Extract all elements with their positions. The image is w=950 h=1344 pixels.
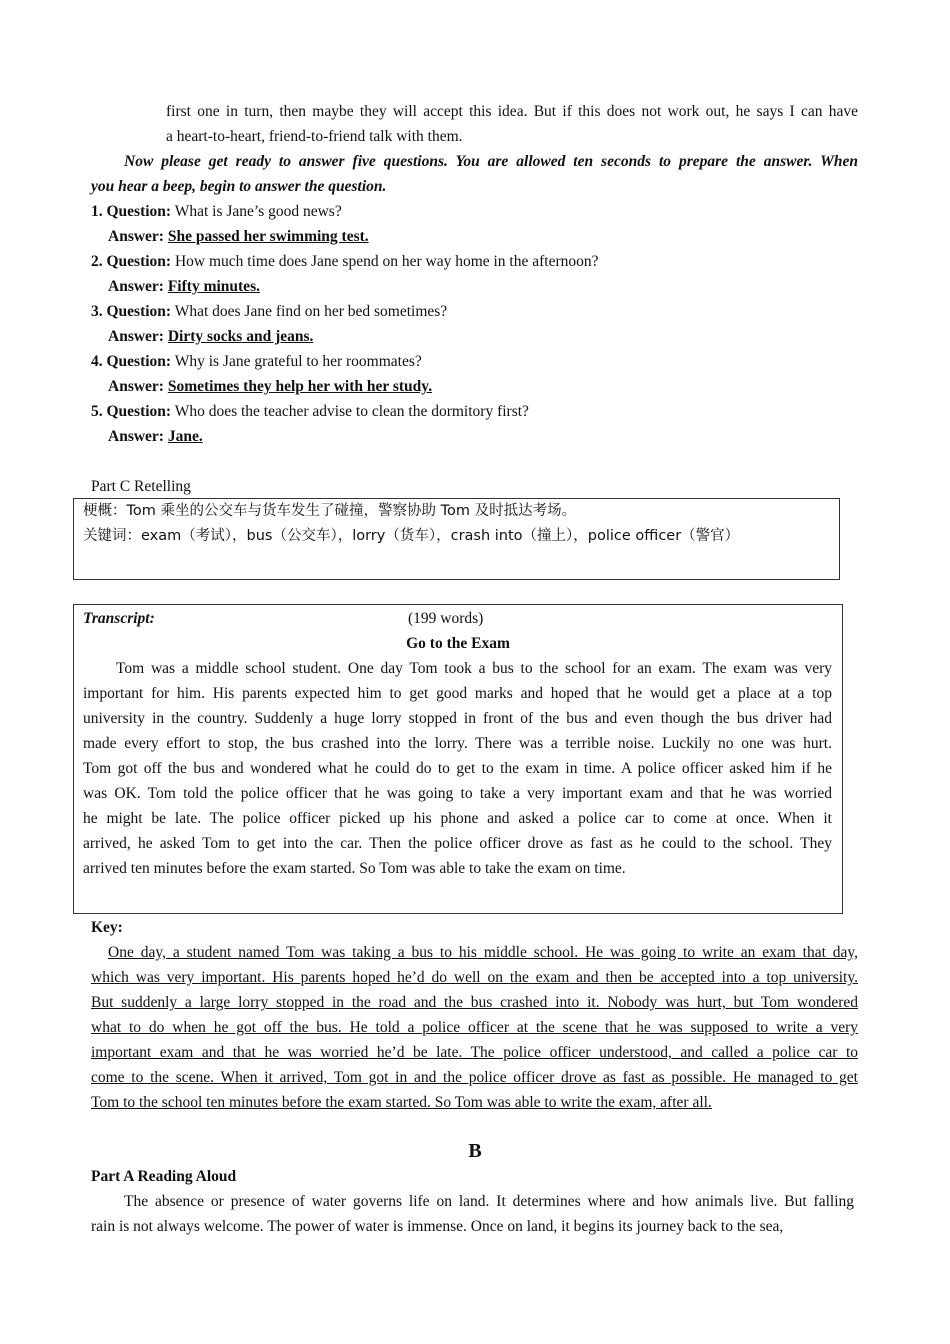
summary-text: 梗概：Tom 乘坐的公交车与货车发生了碰撞，警察协助 Tom 及时抵达考场。 [83, 503, 577, 519]
key-line: what to do when he got off the bus. He told a police officer at the scene that he was supposed to write a very [91, 1019, 858, 1036]
answer-text: Sometimes they help her with her study. [167, 378, 433, 395]
transcript-title: Go to the Exam [406, 635, 510, 652]
intro-line-2: a heart-to-heart, friend-to-friend talk with them. [166, 128, 463, 145]
key-label: Key: [91, 919, 123, 936]
transcript-word-count: (199 words) [408, 610, 484, 627]
question-label: Question: [106, 403, 172, 420]
key-line: But suddenly a large lorry stopped in the road and the bus crashed into it. Nobody was hurt, but Tom wondered [91, 994, 858, 1011]
transcript-line: Tom got off the bus and wondered what he could do to get to the exam in time. A police officer asked him if he [83, 760, 832, 777]
answer-2 [108, 277, 260, 297]
key-line: important exam and that he was worried he’d be late. The police officer understood, and called a police car to [91, 1044, 858, 1061]
instruction-line-2: you hear a beep, begin to answer the question. [91, 178, 387, 195]
transcript-line: was OK. Tom told the police officer that he was going to take a very important exam and that he was worried [83, 785, 832, 802]
question-2 [91, 252, 599, 272]
answer-text: Jane. [167, 428, 203, 445]
question-label: Question: [106, 353, 172, 370]
answer-label: Answer: [108, 278, 164, 295]
question-label: Question: [106, 253, 172, 270]
transcript-line: arrived ten minutes before the exam started. So Tom was able to take the exam on time. [83, 860, 626, 877]
transcript-box [73, 604, 843, 914]
key-line: One day, a student named Tom was taking a bus to his middle school. He was going to write an exam that day, [108, 944, 858, 961]
answer-label: Answer: [108, 428, 164, 445]
question-text: Why is Jane grateful to her roommates? [174, 353, 422, 370]
question-text: What is Jane’s good news? [174, 203, 342, 220]
question-5 [91, 402, 529, 422]
question-number: 1. [91, 203, 103, 220]
key-line: come to the scene. When it arrived, Tom got in and the police officer drove as fast as possible. He managed to get [91, 1069, 858, 1086]
transcript-line: Tom was a middle school student. One day Tom took a bus to the school for an exam. The exam was very [116, 660, 832, 677]
question-label: Question: [106, 203, 172, 220]
answer-3 [108, 327, 313, 347]
question-number: 4. [91, 353, 103, 370]
key-line: which was very important. His parents hoped he’d do well on the exam and then be accepted into a top university. [91, 969, 858, 986]
keywords-text: 关键词：exam（考试），bus（公交车），lorry（货车），crash into（撞上），police officer（警官） [83, 528, 740, 544]
summary-box [73, 498, 840, 580]
answer-text: Dirty socks and jeans. [167, 328, 314, 345]
question-text: How much time does Jane spend on her way home in the afternoon? [174, 253, 599, 270]
answer-label: Answer: [108, 228, 164, 245]
answer-1 [108, 227, 369, 247]
question-number: 5. [91, 403, 103, 420]
answer-label: Answer: [108, 378, 164, 395]
question-4 [91, 352, 422, 372]
question-number: 3. [91, 303, 103, 320]
instruction-line-1: Now please get ready to answer five questions. You are allowed ten seconds to prepare the answer. When [124, 153, 858, 170]
key-line: Tom to the school ten minutes before the exam started. So Tom was able to write the exam, after all. [91, 1094, 712, 1111]
answer-text: She passed her swimming test. [167, 228, 369, 245]
answer-5 [108, 427, 203, 447]
reading-line-2: rain is not always welcome. The power of water is immense. Once on land, it begins its journey back to the sea, [91, 1218, 784, 1235]
section-b-letter: B [468, 1140, 482, 1162]
transcript-line: university in the country. Suddenly a huge lorry stopped in front of the bus and even though the bus driver had [83, 710, 832, 727]
question-3 [91, 302, 447, 322]
question-1 [91, 202, 342, 222]
transcript-line: he might be late. The police officer picked up his phone and asked a police car to come at once. When it [83, 810, 832, 827]
question-label: Question: [106, 303, 172, 320]
question-text: What does Jane find on her bed sometimes? [174, 303, 448, 320]
part-c-heading: Part C Retelling [91, 478, 191, 495]
part-a-heading: Part A Reading Aloud [91, 1168, 237, 1185]
answer-4 [108, 377, 432, 397]
intro-line-1: first one in turn, then maybe they will accept this idea. But if this does not work out, he says I can have [166, 103, 858, 120]
answer-label: Answer: [108, 328, 164, 345]
transcript-line: important for him. His parents expected him to get good marks and hoped that he would get a place at a top [83, 685, 832, 702]
answer-text: Fifty minutes. [167, 278, 260, 295]
transcript-line: arrived, he asked Tom to get into the car. Then the police officer drove as fast as he could to the school. They [83, 835, 832, 852]
transcript-label: Transcript: [83, 610, 155, 627]
question-text: Who does the teacher advise to clean the dormitory first? [174, 403, 529, 420]
transcript-line: made every effort to stop, the bus crashed into the lorry. There was a terrible noise. Luckily no one was hurt. [83, 735, 832, 752]
reading-line-1: The absence or presence of water governs life on land. It determines where and how animals live. But falling [124, 1193, 854, 1210]
question-number: 2. [91, 253, 103, 270]
